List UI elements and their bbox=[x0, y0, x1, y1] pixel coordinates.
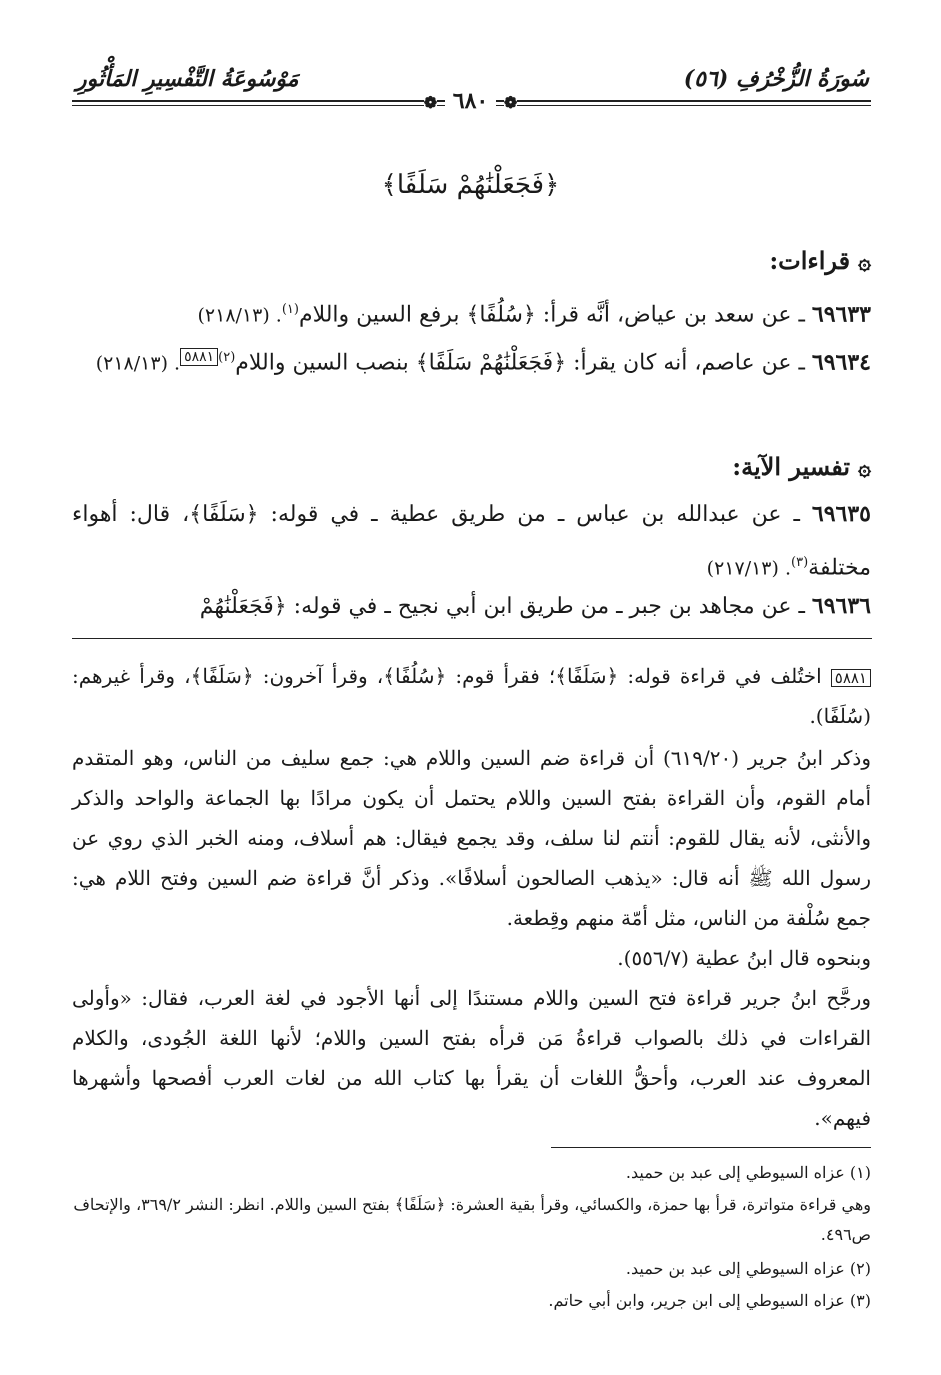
commentary-text: ورجَّح ابنُ جرير قراءة فتح السين واللام مستندًا إلى أنها الأجود في لغة العرب، فقال: «وأولى القراءات في ذلك بالصواب قراءةُ مَن قرأه بفتح السين واللام؛ لأنها اللغة الجُودى، والكلام المعروف عند العرب، وأحقُّ اللغات أن يقرأ بها كتاب الله من لغات العرب أفصحها وأشهرها فيهم». bbox=[72, 986, 871, 1130]
narration-number: ٦٩٦٣٦ bbox=[811, 593, 871, 619]
ornament-icon: ❁ bbox=[503, 93, 518, 112]
narration-number: ٦٩٦٣٤ bbox=[811, 349, 871, 376]
header-book-title: مَوْسُوعَةُ التَّفْسِيرِ المَأْثُورِ bbox=[76, 66, 299, 92]
star-icon: ۞ bbox=[858, 455, 871, 481]
footnote-marker[interactable]: (٣) bbox=[791, 555, 809, 570]
commentary-text: وبنحوه قال ابنُ عطية (٥٥٦/٧). bbox=[617, 946, 871, 970]
commentary-text: اختُلف في قراءة قوله: ﴿سَلَفًا﴾؛ فقرأ قوم: ﴿سُلُفًا﴾، وقرأ آخرون: ﴿سَلَفًا﴾، وقرأ غيرهم: (سُلَفًا). bbox=[72, 664, 871, 728]
section-heading-qiraat bbox=[769, 246, 871, 275]
section-title: تفسير الآية: bbox=[732, 452, 851, 481]
narration-69634 bbox=[72, 334, 871, 387]
commentary-text: وذكر ابنُ جرير (٦١٩/٢٠) أن قراءة ضم السين واللام هي: جمع سليف من الناس، وهو المتقدم أمام القوم، وأن القراءة بفتح السين واللام يحتمل أن يكون مرادًا بها الجماعة والواحد والذكر والأنثى، لأنه يقال للقوم: أنتم لنا سلف، وقد يجمع فيقال: هم أسلاف، ومنه الخبر الذي روي عن رسول الله ﷺ أنه قال: «يذهب الصالحون أسلافًا». وذكر أنَّ قراءة ضم السين وفتح اللام هي: جمع سُلْفة من الناس، مثل أمّة منهم وقِطعة. bbox=[72, 746, 871, 930]
narration-69633 bbox=[72, 286, 871, 339]
ornament-icon: ❁ bbox=[423, 93, 438, 112]
footnote-3: (٣) عزاه السيوطي إلى ابن جرير، وابن أبي حاتم. bbox=[548, 1291, 871, 1310]
footnote-marker[interactable]: (١) bbox=[281, 302, 299, 317]
narration-69635 bbox=[72, 490, 871, 592]
commentary-box-ref[interactable]: ٥٨٨١ bbox=[180, 348, 218, 366]
narration-69636 bbox=[72, 582, 871, 631]
section-heading-tafsir bbox=[732, 452, 871, 481]
page-number-row bbox=[0, 88, 941, 114]
narration-ref: . (٢١٧/١٣) bbox=[706, 557, 792, 580]
header-surah: سُورَةُ الزُّخْرُفِ (٥٦) bbox=[683, 66, 869, 92]
narration-text: ـ عن عاصم، أنه كان يقرأ: ﴿فَجَعَلْنَٰهُمْ سَلَفًا﴾ بنصب السين واللام bbox=[235, 350, 812, 376]
footnote-marker[interactable]: (٢) bbox=[218, 350, 236, 365]
commentary-box-number: ٥٨٨١ bbox=[831, 669, 871, 687]
narration-text: ـ عن مجاهد بن جبر ـ من طريق ابن أبي نجيح ـ في قوله: ﴿فَجَعَلْنَٰهُمْ bbox=[199, 594, 812, 619]
narration-ref: . (٢١٨/١٣) bbox=[197, 304, 282, 327]
narration-text: ـ عن سعد بن عياض، أنَّه قرأ: ﴿سُلُفًا﴾ برفع السين واللام bbox=[298, 302, 812, 328]
commentary-para-1 bbox=[72, 656, 871, 736]
commentary-para-4 bbox=[72, 978, 871, 1138]
narration-number: ٦٩٦٣٣ bbox=[811, 301, 871, 328]
commentary-rule bbox=[72, 638, 872, 639]
commentary-para-3 bbox=[72, 938, 871, 978]
footnote-1-cont: وهي قراءة متواترة، قرأ بها حمزة، والكسائي، وقرأ بقية العشرة: ﴿سَلَفًا﴾ بفتح السين واللام. انظر: النشر ٣٦٩/٢، والإتحاف ص٤٩٦. bbox=[73, 1195, 871, 1244]
star-icon: ۞ bbox=[858, 249, 871, 275]
narration-number: ٦٩٦٣٥ bbox=[811, 501, 871, 527]
footnote-1: (١) عزاه السيوطي إلى عبد بن حميد. bbox=[625, 1163, 871, 1182]
commentary-para-2 bbox=[72, 738, 871, 938]
page-number: ٦٨٠ bbox=[445, 88, 496, 114]
narration-text: ـ عن عبدالله بن عباس ـ من طريق عطية ـ في قوله: ﴿سَلَفًا﴾، قال: أهواء مختلفة bbox=[72, 502, 871, 581]
footnote-2: (٢) عزاه السيوطي إلى عبد بن حميد. bbox=[625, 1259, 871, 1278]
section-title: قراءات: bbox=[769, 246, 851, 275]
footnote-rule bbox=[551, 1147, 871, 1148]
verse-title: ﴿فَجَعَلْنَٰهُمْ سَلَفًا﴾ bbox=[381, 170, 560, 200]
narration-ref: . (٢١٨/١٣) bbox=[95, 352, 181, 375]
